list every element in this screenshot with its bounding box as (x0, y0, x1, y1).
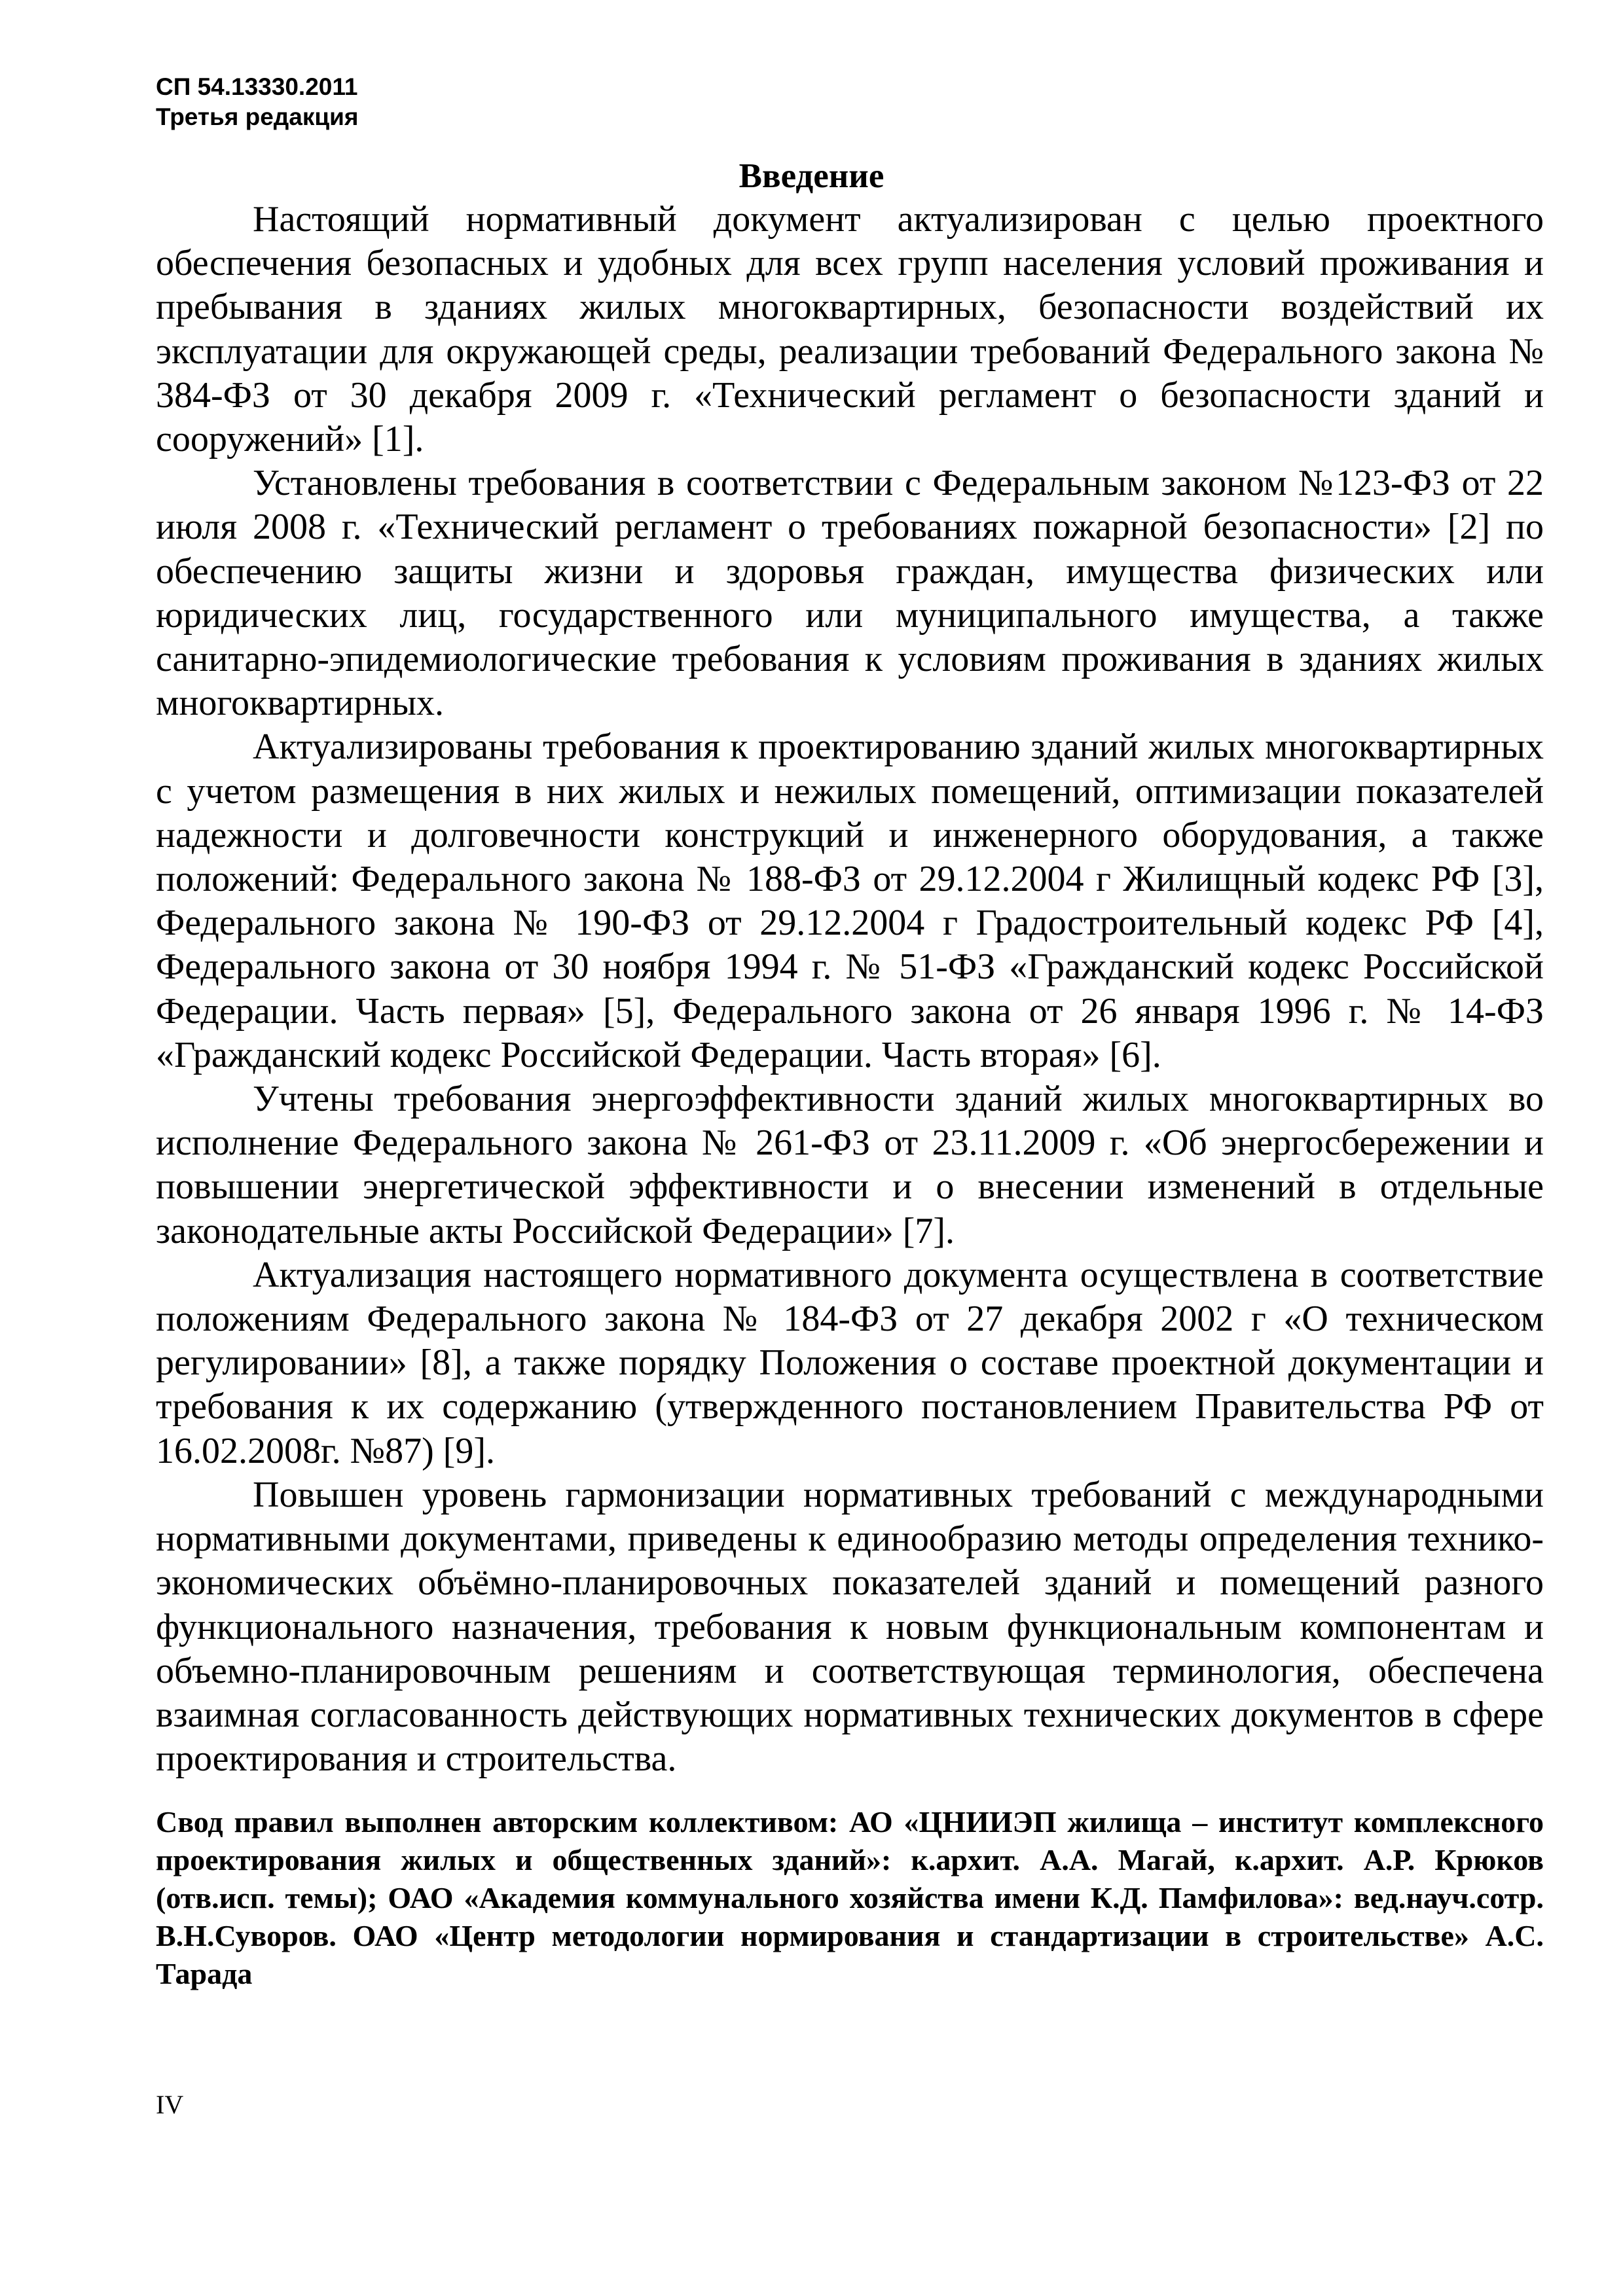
paragraph: Актуализация настоящего нормативного документа осуществлена в соответствие положениям Федерального закона № 184-ФЗ от 27 декабря 2002 г «О техническом регулировании» [8], а также порядку Положения о составе проектной документации и требования к их содержанию (утвержденного постановлением Правительства РФ от 16.02.2008г. №87) [9]. (156, 1254, 1544, 1471)
paragraph: Актуализированы требования к проектированию зданий жилых многоквартирных с учетом размещения в них жилых и нежилых помещений, оптимизации показателей надежности и долговечности конструкций и инженерного оборудования, а также положений: Федерального закона № 188-ФЗ от 29.12.2004 г Жилищный кодекс РФ [3], Федерального закона № 190-ФЗ от 29.12.2004 г Градостроительный кодекс РФ [4], Федерального закона от 30 ноября 1994 г. № 51-ФЗ «Гражданский кодекс Российской Федерации. Часть первая» [5], Федерального закона от 26 января 1996 г. № 14-ФЗ «Гражданский кодекс Российской Федерации. Часть вторая» [6]. (156, 726, 1544, 1075)
paragraph: Установлены требования в соответствии с Федеральным законом №123-ФЗ от 22 июля 2008 г. «Технический регламент о требованиях пожарной безопасности» [2] по обеспечению защиты жизни и здоровья граждан, имущества физических или юридических лиц, государственного или муниципального имущества, а также санитарно-эпидемиологические требования к условиям проживания в зданиях жилых многоквартирных. (156, 463, 1544, 724)
document-code: СП 54.13330.2011 (156, 73, 358, 100)
document-edition: Третья редакция (156, 103, 359, 130)
authors-credits: Свод правил выполнен авторским коллективом: АО «ЦНИИЭП жилища – институт комплексного проектирования жилых и общественных зданий»: к.архит. А.А. Магай, к.архит. А.Р. Крюков (отв.исп. темы); ОАО «Академия коммунального хозяйства имени К.Д. Памфилова»: вед.науч.сотр. В.Н.Суворов. ОАО «Центр методологии нормирования и стандартизации в строительстве» А.С. Тарада (156, 1805, 1544, 1990)
section-title: Введение (739, 157, 884, 195)
document-header (156, 72, 358, 132)
introduction-body (156, 198, 1544, 1781)
paragraph: Настоящий нормативный документ актуализирован с целью проектного обеспечения безопасных и удобных для всех групп населения условий проживания и пребывания в зданиях жилых многоквартирных, безопасности воздействий их эксплуатации для окружающей среды, реализации требований Федерального закона № 384-ФЗ от 30 декабря 2009 г. «Технический регламент о безопасности зданий и сооружений» [1]. (156, 199, 1544, 460)
paragraph: Учтены требования энергоэффективности зданий жилых многоквартирных во исполнение Федерального закона № 261-ФЗ от 23.11.2009 г. «Об энергосбережении и повышении энергетической эффективности и о внесении изменений в отдельные законодательные акты Российской Федерации» [7]. (156, 1079, 1544, 1251)
page-number: IV (156, 2090, 184, 2119)
paragraph: Повышен уровень гармонизации нормативных требований с международными нормативными документами, приведены к единообразию методы определения технико-экономических объёмно-планировочных показателей зданий и помещений разного функционального назначения, требования к новым функциональным компонентам и объемно-планировочным решениям и соответствующая терминология, обеспечена взаимная согласованность действующих нормативных технических документов в сфере проектирования и строительства. (156, 1474, 1544, 1780)
